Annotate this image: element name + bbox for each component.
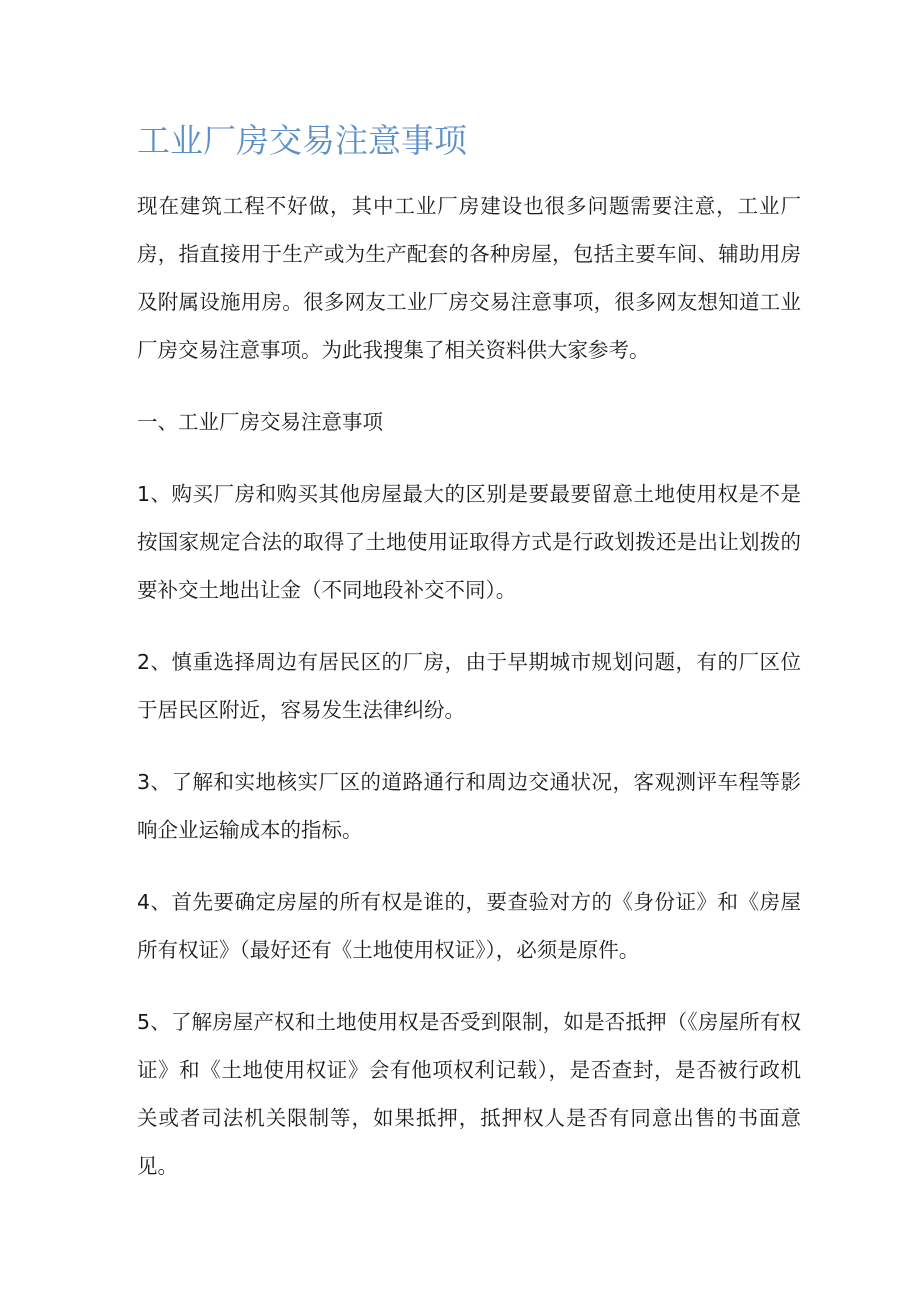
section-heading: 一、工业厂房交易注意事项	[137, 410, 383, 434]
document-title: 工业厂房交易注意事项	[137, 121, 467, 160]
intro-paragraph: 现在建筑工程不好做，其中工业厂房建设也很多问题需要注意，工业厂房，指直接用于生产或为生产配套的各种房屋，包括主要车间、辅助用房及附属设施用房。很多网友工业厂房交易注意事项，很多网友想知道工业厂房交易注意事项。为此我搜集了相关资料供大家参考。	[137, 194, 801, 362]
list-item-3: 3、了解和实地核实厂区的道路通行和周边交通状况，客观测评车程等影响企业运输成本的指标。	[137, 770, 801, 842]
list-item-2: 2、慎重选择周边有居民区的厂房，由于早期城市规划问题，有的厂区位于居民区附近，容易发生法律纠纷。	[137, 650, 801, 722]
list-item-5: 5、了解房屋产权和土地使用权是否受到限制，如是否抵押（《房屋所有权证》和《土地使用权证》会有他项权利记载），是否查封，是否被行政机关或者司法机关限制等，如果抵押，抵押权人是否有同意出售的书面意见。	[137, 1010, 801, 1178]
list-item-4: 4、首先要确定房屋的所有权是谁的，要查验对方的《身份证》和《房屋所有权证》（最好还有《土地使用权证》），必须是原件。	[137, 890, 801, 962]
list-item-1: 1、购买厂房和购买其他房屋最大的区别是要最要留意土地使用权是不是按国家规定合法的取得了土地使用证取得方式是行政划拨还是出让划拨的要补交土地出让金（不同地段补交不同）。	[137, 482, 801, 602]
